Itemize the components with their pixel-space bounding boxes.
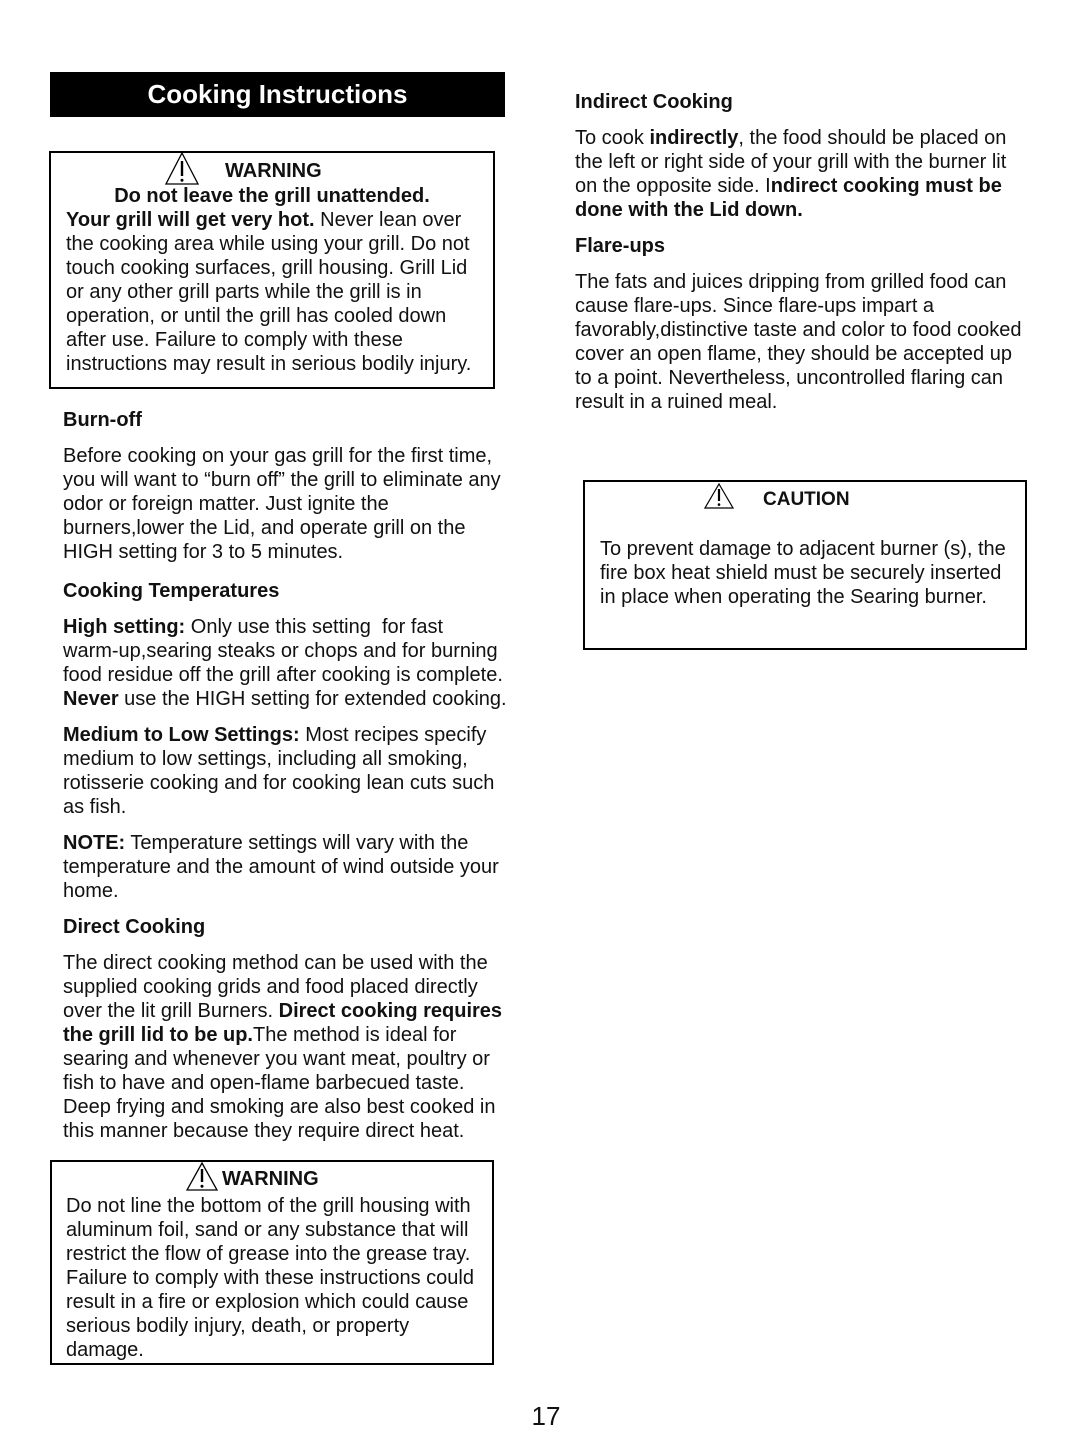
warning-title: WARNING: [222, 1168, 319, 1190]
text: on the opposite side. I: [575, 175, 771, 197]
text: as fish.: [63, 796, 127, 818]
text: Most recipes specify: [299, 724, 487, 746]
text-line: [63, 879, 499, 903]
text-line: [66, 280, 471, 304]
text: The method is ideal for: [253, 1024, 457, 1046]
text: instructions may result in serious bodily injury.: [66, 353, 472, 375]
text: cause flare-ups. Since flare-ups impart a: [575, 295, 935, 317]
text-line: [66, 232, 471, 256]
text-line: [63, 951, 502, 975]
text-line: [66, 208, 471, 232]
bold-text: High setting:: [63, 616, 186, 638]
text: Never lean over: [314, 209, 462, 231]
text-line: [63, 687, 507, 711]
heading-direct-cooking: Direct Cooking: [63, 916, 206, 938]
text-line: [66, 1266, 474, 1290]
text-line: [66, 256, 471, 280]
bold-text: NOTE:: [63, 832, 126, 854]
text: home.: [63, 880, 119, 902]
text: damage.: [66, 1339, 144, 1361]
text: favorably,distinctive taste and color to food cooked: [575, 319, 1022, 341]
bold-text: Your grill will get very hot.: [66, 209, 315, 231]
heading-indirect-cooking: Indirect Cooking: [575, 91, 733, 113]
text-line: [63, 747, 494, 771]
text-line: [63, 1095, 502, 1119]
text: supplied cooking grids and food placed directly: [63, 976, 478, 998]
text-line: [63, 1071, 502, 1095]
text: Temperature settings will vary with the: [125, 832, 469, 854]
text: To prevent damage to adjacent burner (s), the: [600, 538, 1006, 560]
bold-text: Medium to Low Settings:: [63, 724, 300, 746]
text-line: [66, 1314, 474, 1338]
note-paragraph: [63, 831, 499, 903]
section-title-bar: [50, 72, 505, 117]
text: operation, or until the grill has cooled down: [66, 305, 447, 327]
text: HIGH setting for 3 to 5 minutes.: [63, 541, 344, 563]
warning-box-unattended: [49, 151, 495, 389]
page-number: 17: [531, 1401, 561, 1431]
text-line: [63, 540, 501, 564]
text: searing and whenever you want meat, poultry or: [63, 1048, 490, 1070]
text: aluminum foil, sand or any substance that will: [66, 1219, 469, 1241]
text-line: [63, 516, 501, 540]
text: fish to have and open-flame barbecued taste.: [63, 1072, 465, 1094]
text-line: [66, 1242, 474, 1266]
text: the cooking area while using your grill. Do not: [66, 233, 470, 255]
text-line: [63, 1047, 502, 1071]
text-line: [575, 294, 1022, 318]
bold-text: done with the Lid down.: [575, 199, 803, 221]
text: Only use this setting for fast: [185, 616, 444, 638]
warning-body: [66, 1194, 474, 1362]
text-line: [600, 585, 1006, 609]
text: or any other grill parts while the grill is in: [66, 281, 422, 303]
text-line: [63, 855, 499, 879]
text-line: [600, 561, 1006, 585]
text-line: [63, 615, 507, 639]
text-line: [63, 492, 501, 516]
warning-title: WARNING: [225, 160, 322, 182]
text: this manner because they require direct heat.: [63, 1120, 465, 1142]
heading-flare-ups: Flare-ups: [575, 235, 666, 257]
text: Failure to comply with these instructions could: [66, 1267, 474, 1289]
text: food residue off the grill after cooking is complete.: [63, 664, 503, 686]
text: To cook: [575, 127, 650, 149]
text: The fats and juices dripping from grilled food can: [575, 271, 1007, 293]
text-line: [63, 468, 501, 492]
text: you will want to “burn off” the grill to eliminate any: [63, 469, 501, 491]
text: Before cooking on your gas grill for the first time,: [63, 445, 493, 467]
text: Do not line the bottom of the grill housing with: [66, 1195, 471, 1217]
text: Deep frying and smoking are also best cooked in: [63, 1096, 496, 1118]
bold-text: the grill lid to be up.: [63, 1024, 253, 1046]
caution-body: [600, 537, 1006, 609]
text: over the lit grill Burners.: [63, 1000, 279, 1022]
text-line: [575, 342, 1022, 366]
heading-burn-off: Burn-off: [63, 409, 142, 431]
text: result in a ruined meal.: [575, 391, 778, 413]
text-line: [575, 174, 1006, 198]
text-line: [575, 198, 1006, 222]
text-line: [575, 366, 1022, 390]
medium-low-paragraph: [63, 723, 494, 819]
text: serious bodily injury, death, or property: [66, 1315, 410, 1337]
text: to a point. Nevertheless, uncontrolled flaring can: [575, 367, 1004, 389]
text: fire box heat shield must be securely inserted: [600, 562, 1002, 584]
heading-cooking-temperatures: Cooking Temperatures: [63, 580, 280, 602]
text-line: [63, 771, 494, 795]
text-line: [600, 537, 1006, 561]
section-title: Cooking Instructions: [147, 79, 408, 109]
text: medium to low settings, including all smoking,: [63, 748, 468, 770]
bold-text: Never: [63, 688, 119, 710]
text-line: [63, 663, 507, 687]
warning-subtitle: Do not leave the grill unattended.: [114, 185, 430, 207]
bold-text: indirectly: [649, 127, 739, 149]
text: burners,lower the Lid, and operate grill on the: [63, 517, 466, 539]
text: warm-up,searing steaks or chops and for burning: [63, 640, 498, 662]
text: temperature and the amount of wind outside your: [63, 856, 499, 878]
text-line: [63, 639, 507, 663]
text: , the food should be placed on: [738, 127, 1007, 149]
text-line: [66, 1290, 474, 1314]
text-line: [66, 1338, 474, 1362]
text: rotisserie cooking and for cooking lean cuts such: [63, 772, 495, 794]
warning-triangle-icon: [186, 1162, 218, 1191]
high-setting-paragraph: [63, 615, 507, 711]
text-line: [63, 831, 499, 855]
text-line: [63, 975, 502, 999]
caution-title: CAUTION: [763, 489, 850, 510]
text-line: [63, 444, 501, 468]
text: The direct cooking method can be used with the: [63, 952, 488, 974]
text-line: [66, 304, 471, 328]
text: after use. Failure to comply with these: [66, 329, 403, 351]
caution-box: [583, 480, 1027, 650]
warning-triangle-icon: [165, 152, 199, 185]
text: cover an open flame, they should be accepted up: [575, 343, 1012, 365]
flare-ups-paragraph: [575, 270, 1022, 414]
text-line: [575, 318, 1022, 342]
burn-off-paragraph: [63, 444, 501, 564]
text: restrict the flow of grease into the grease tray.: [66, 1243, 471, 1265]
text: the left or right side of your grill with the burner lit: [575, 151, 1007, 173]
indirect-cooking-paragraph: [575, 126, 1006, 222]
text-line: [66, 1194, 474, 1218]
warning-triangle-icon: [704, 483, 734, 509]
text-line: [575, 270, 1022, 294]
text: in place when operating the Searing burner.: [600, 586, 987, 608]
text-line: [63, 795, 494, 819]
warning-body: [66, 208, 471, 376]
text-line: [575, 126, 1006, 150]
text: touch cooking surfaces, grill housing. Grill Lid: [66, 257, 468, 279]
text: odor or foreign matter. Just ignite the: [63, 493, 389, 515]
text-line: [66, 328, 471, 352]
text-line: [63, 1119, 502, 1143]
direct-cooking-paragraph: [63, 951, 502, 1143]
warning-box-grease: [50, 1160, 494, 1365]
text-line: [63, 1023, 502, 1047]
text-line: [575, 390, 1022, 414]
text: use the HIGH setting for extended cooking.: [118, 688, 507, 710]
text-line: [575, 150, 1006, 174]
bold-text: Direct cooking requires: [278, 1000, 503, 1022]
text-line: [63, 999, 502, 1023]
text-line: [63, 723, 494, 747]
text: result in a fire or explosion which could cause: [66, 1291, 469, 1313]
text-line: [66, 1218, 474, 1242]
text-line: [66, 352, 471, 376]
bold-text: ndirect cooking must be: [770, 175, 1002, 197]
